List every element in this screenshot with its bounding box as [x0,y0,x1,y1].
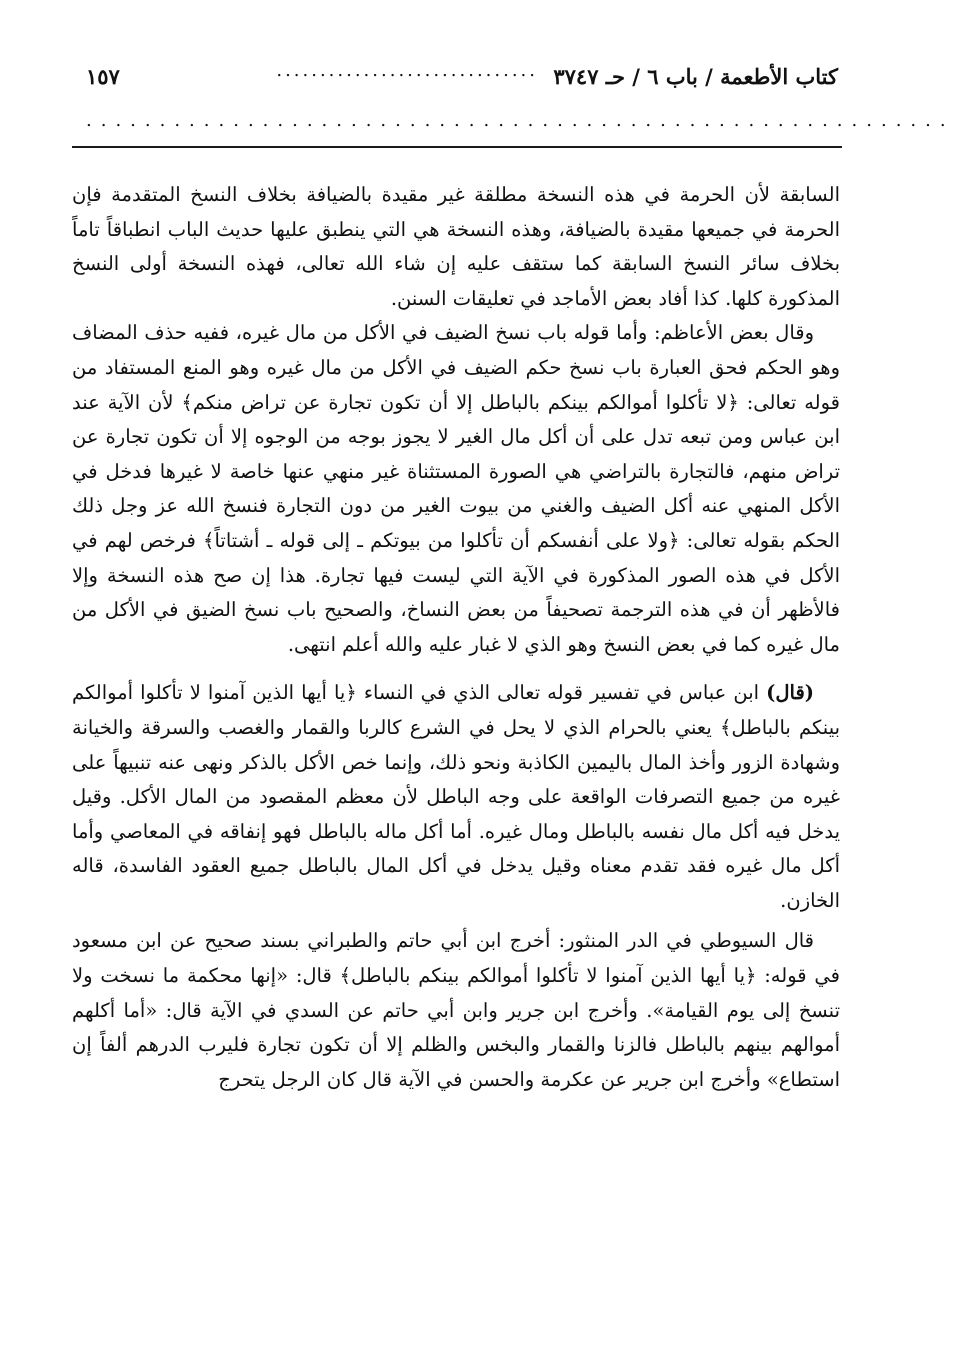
paragraph-3 [72,676,840,918]
paragraph-3-text: ابن عباس في تفسير قوله تعالى الذي في النساء ﴿يا أيها الذين آمنوا لا تأكلوا أموالكم بينكم بالباطل﴾ يعني بالحرام الذي لا يحل في الشرع كالربا والقمار والغصب والسرقة والخيانة وشهادة الزور وأخذ المال باليمين الكاذبة ونحو ذلك، وإنما خص الأكل بالذكر ونهى عنه تنبيهاً على غيره من جميع التصرفات الواقعة على وجه الباطل لأن معظم المقصود من المال الأكل. وقيل يدخل فيه أكل مال نفسه بالباطل ومال غيره. أما أكل ماله بالباطل فهو إنفاقه في المعاصي وأما أكل مال غيره فقد تقدم معناه وقيل يدخل في أكل المال بالباطل جميع العقود الفاسدة، قاله الخازن. [72,681,840,912]
header-rule [72,146,842,148]
paragraph-4: قال السيوطي في الدر المنثور: أخرج ابن أبي حاتم والطبراني بسند صحيح عن ابن مسعود في قوله: ﴿يا أيها الذين آمنوا لا تأكلوا أموالكم بينكم بالباطل﴾ قال: «إنها محكمة ما نسخت ولا تنسخ إلى يوم القيامة». وأخرج ابن جرير وابن أبي حاتم عن السدي في الآية قال: «أما أكلهم أموالهم بينهم بالباطل فالزنا والقمار والبخس والظلم إلا أن تكون تجارة فليرب الدرهم ألفاً إن استطاع» وأخرج ابن جرير عن عكرمة والحسن في الآية قال كان الرجل يتحرج [72,929,840,1091]
running-header [86,60,838,100]
header-leader-dots: .............................. [276,60,538,81]
header-title: كتاب الأطعمة / باب ٦ / حـ ٣٧٤٧ [553,64,838,89]
paragraph-3-lead: (قال) [766,681,814,705]
header-dotted-line: ........................................................... [86,110,955,131]
main-text [72,178,840,1097]
page-number: ١٥٧ [86,64,120,89]
paragraph-2: وقال بعض الأعاظم: وأما قوله باب نسخ الضيف في الأكل من مال غيره، ففيه حذف المضاف وهو الحكم فحق العبارة باب نسخ حكم الضيف في الأكل من مال غيره وهو المنع المستفاد من قوله تعالى: ﴿لا تأكلوا أموالكم بينكم بالباطل إلا أن تكون تجارة عن تراض منكم﴾ لأن الآية عند ابن عباس ومن تبعه تدل على أن أكل مال الغير لا يجوز بوجه من الوجوه إلا أن تكون تجارة عن تراض منهم، فالتجارة بالتراضي هي الصورة المستثناة غير منهي عنها خاصة لا غيرها فدخل في الأكل المنهي عنه أكل الضيف والغني من بيوت الغير من دون التجارة فنسخ الله عز وجل ذلك الحكم بقوله تعالى: ﴿ولا على أنفسكم أن تأكلوا من بيوتكم ـ إلى قوله ـ أشتاتاً﴾ فرخص لهم في الأكل في هذه الصور المذكورة في الآية التي ليست فيها تجارة. هذا إن صح هذه النسخة وإلا فالأظهر أن في هذه الترجمة تصحيفاً من بعض النساخ، والصحيح باب نسخ الضيق في الأكل من مال غيره كما في بعض النسخ وهو الذي لا غبار عليه والله أعلم انتهى. [72,321,840,656]
paragraph-gap [72,662,840,676]
paragraph-1: السابقة لأن الحرمة في هذه النسخة مطلقة غير مقيدة بالضيافة بخلاف النسخ المتقدمة فإن الحرمة في جميعها مقيدة بالضيافة، وهذه النسخة هي التي ينطبق عليها حديث الباب انطباقاً تاماً بخلاف سائر النسخ السابقة كما ستقف عليه إن شاء الله تعالى، فهذه النسخة أولى النسخ المذكورة كلها. كذا أفاد بعض الأماجد في تعليقات السنن. [72,183,840,310]
